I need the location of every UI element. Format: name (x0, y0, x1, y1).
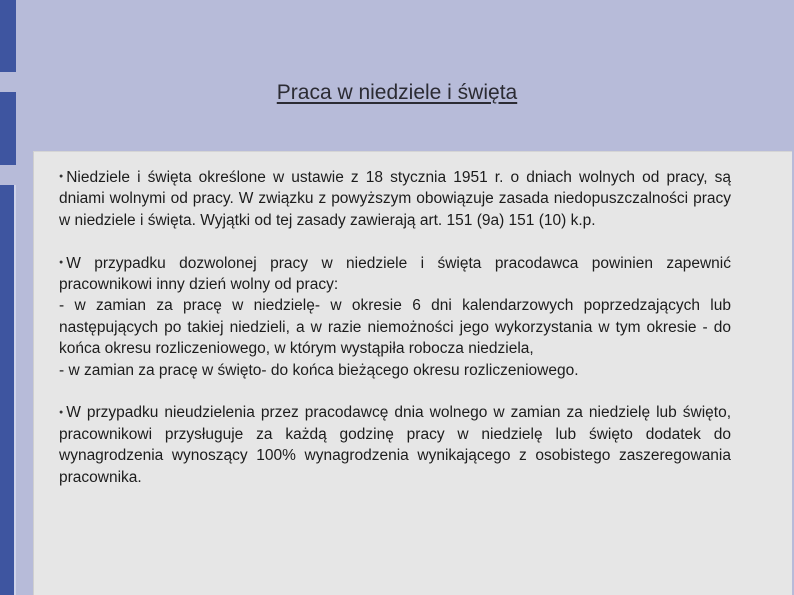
bullet-icon: ● (59, 173, 64, 181)
edge-decoration-top (0, 0, 16, 72)
paragraph-2 (59, 253, 731, 381)
paragraph-1-text: Niedziele i święta określone w ustawie z 18 stycznia 1951 r. o dniach wolnych od pracy, są dniami wolnymi od pracy. W związku z powyższym obowiązuje zasada niedopuszczalności pracy w niedziele i święta. Wyjątki od tej zasady zawierają art. 151 (9a) 151 (10) k.p. (59, 169, 731, 229)
dash-item-sunday: - w zamian za pracę w niedzielę- w okresie 6 dni kalendarzowych poprzedzających lub następujących po takiej niedzieli, a w razie niemożności jego wykorzystania w tym okresie - do końca okresu rozliczeniowego, w którym wystąpiła robocza niedziela, (59, 297, 731, 358)
edge-decoration-bottom (0, 185, 16, 595)
dash-item-holiday: - w zamian za pracę w święto- do końca bieżącego okresu rozliczeniowego. (59, 361, 579, 379)
paragraph-1 (59, 167, 731, 231)
bullet-icon: ● (59, 259, 64, 267)
paragraph-2-text: W przypadku dozwolonej pracy w niedziele i święta pracodawca powinien zapewnić pracownikowi inny dzień wolny od pracy: (59, 254, 731, 294)
bullet-icon: ● (59, 408, 64, 416)
slide-title: Praca w niedziele i święta (276, 81, 518, 104)
paragraph-3 (59, 402, 731, 488)
slide-content (59, 167, 731, 509)
paragraph-3-text: W przypadku nieudzielenia przez pracodawcę dnia wolnego w zamian za niedzielę lub święto, pracownikowi przysługuje za każdą godzinę pracy w niedzielę lub święto dodatek do wynagrodzenia wynoszący 100% wynagrodzenia wynikającego z osobistego zaszeregowania pracownika. (59, 404, 731, 486)
